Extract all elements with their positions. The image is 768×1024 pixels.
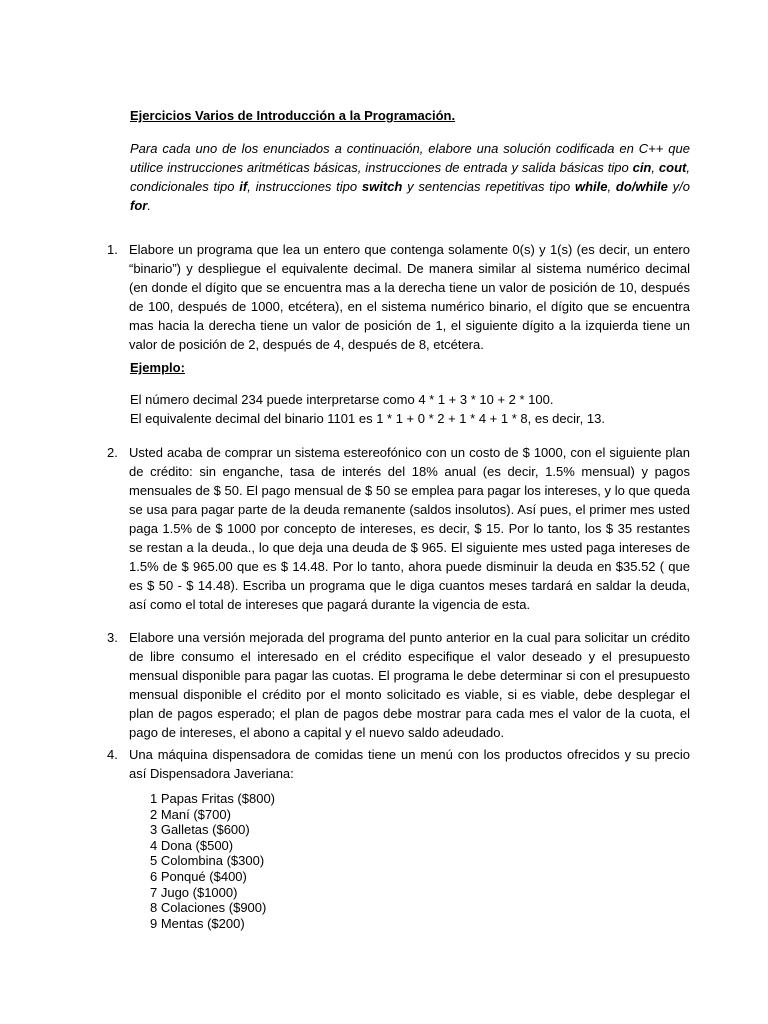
menu-item: 9 Mentas ($200) xyxy=(150,915,245,931)
keyword-if: if xyxy=(239,179,248,194)
document-title: Ejercicios Varios de Introducción a la Programación. xyxy=(130,108,456,123)
exercise-item xyxy=(107,745,690,783)
menu-list xyxy=(150,791,275,931)
menu-item: 2 Maní ($700) xyxy=(150,806,231,822)
exercise-number: 1. xyxy=(107,242,118,257)
exercise-number: 2. xyxy=(107,445,118,460)
intro-text: Para cada uno de los enunciados a continuación, elabore una solución codificada en C++ que utilice instrucciones aritméticas básicas, instrucciones de entrada y salida básicas tipo xyxy=(130,141,690,175)
menu-item: 4 Dona ($500) xyxy=(150,837,234,853)
menu-item: 8 Colaciones ($900) xyxy=(150,900,267,916)
example-line: El número decimal 234 puede interpretarse como 4 * 1 + 3 * 10 + 2 * 100. xyxy=(130,392,554,407)
keyword-switch: switch xyxy=(361,179,403,194)
exercise-text: Usted acaba de comprar un sistema estereofónico con un costo de $ 1000, con el siguiente plan de crédito: sin enganche, tasa de interés del 18% anual (es decir, 1.5% mensual) y pagos mensuales de $ 50. El pago mensual de $ 50 se emplea para pagar los intereses, y lo que queda se usa para pagar parte de la deuda remanente (saldos insolutos). Así pues, el primer mes usted paga 1.5% de $ 1000 por concepto de intereses, es decir, $ 15. Por lo tanto, los $ 35 restantes se restan a la deuda., lo que deja una deuda de $ 965. El siguiente mes usted paga intereses de 1.5% de $ 965.00 que es $ 14.48. Por lo tanto, ahora puede disminuir la deuda en $35.52 ( que es $ 50 - $ 14.48). Escriba un programa que le diga cuantos meses tardará en saldar la deuda, así como el total de intereses que pagará durante la vigencia de esta. xyxy=(129,445,690,612)
exercise-number: 4. xyxy=(107,747,118,762)
exercise-item xyxy=(107,443,690,614)
menu-item: 5 Colombina ($300) xyxy=(150,853,265,869)
keyword-while: while xyxy=(575,179,608,194)
menu-item: 6 Ponqué ($400) xyxy=(150,868,247,884)
intro-sep: , xyxy=(607,179,616,194)
exercise-item xyxy=(107,240,690,354)
exercise-number: 3. xyxy=(107,630,118,645)
example-heading: Ejemplo: xyxy=(130,360,185,375)
exercise-text: Una máquina dispensadora de comidas tiene un menú con los productos ofrecidos y su precio así Dispensadora Javeriana: xyxy=(129,747,690,781)
intro-text: y/o xyxy=(667,179,690,194)
intro-end: . xyxy=(147,198,151,213)
keyword-cin: cin xyxy=(632,160,652,175)
exercise-text: Elabore una versión mejorada del programa del punto anterior en la cual para solicitar un crédito de libre consumo el interesado en el crédito especifique el valor deseado y el presupuesto mensual disponible para pagar las cuotas. El programa le debe determinar si con el presupuesto mensual disponible el crédito por el monto solicitado es viable, si es viable, debe desplegar el plan de pagos esperado; el plan de pagos debe mostrar para cada mes el valor de la cuota, el pago de intereses, el abono a capital y el nuevo saldo adeudado. xyxy=(129,630,690,740)
menu-item: 7 Jugo ($1000) xyxy=(150,884,238,900)
intro-paragraph xyxy=(130,139,690,215)
exercise-item xyxy=(107,628,690,742)
menu-item: 1 Papas Fritas ($800) xyxy=(150,791,276,806)
keyword-for: for xyxy=(130,198,148,213)
example-line: El equivalente decimal del binario 1101 es 1 * 1 + 0 * 2 + 1 * 4 + 1 * 8, es decir, 13. xyxy=(130,411,605,426)
exercise-text: Elabore un programa que lea un entero que contenga solamente 0(s) y 1(s) (es decir, un entero “binario”) y despliegue el equivalente decimal. De manera similar al sistema numérico decimal (en donde el dígito que se encuentra mas a la derecha tiene un valor de posición de 10, después de 100, después de 1000, etcétera), en el sistema numérico binario, el dígito que se encuentra mas hacia la derecha tiene un valor de posición de 1, el siguiente dígito a la izquierda tiene un valor de posición de 2, después de 4, después de 8, etcétera. xyxy=(129,242,690,352)
intro-text: , condicionales tipo xyxy=(130,160,690,194)
intro-text: , instrucciones tipo xyxy=(247,179,362,194)
menu-item: 3 Galletas ($600) xyxy=(150,822,250,838)
keyword-cout: cout xyxy=(658,160,687,175)
keyword-dowhile: do/while xyxy=(615,179,668,194)
intro-sep: , xyxy=(651,160,659,175)
intro-text: y sentencias repetitivas tipo xyxy=(402,179,575,194)
